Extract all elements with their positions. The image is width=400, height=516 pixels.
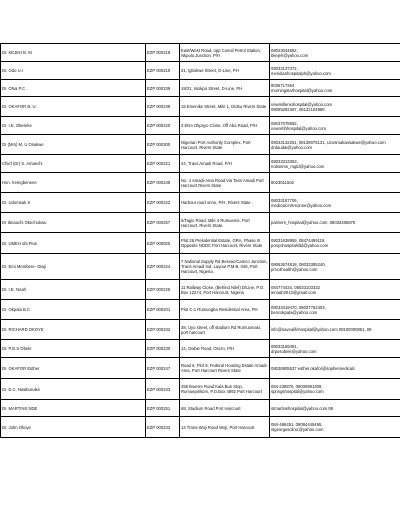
provider-code-cell: EZP 000247 [146, 358, 180, 379]
table-row [1, 117, 400, 135]
table-row [1, 80, 400, 97]
provider-address-cell: 15 Emenike Street, Mile 1, Diobu Rivers State [180, 97, 270, 117]
provider-contact-cell [270, 358, 400, 379]
contact-line: 08023044592, [271, 47, 298, 53]
table-row [1, 97, 400, 117]
provider-address-cell: 14, Owbie Road, Orozo, P/H [180, 340, 270, 358]
contact-line: ienoah2013@gmail.com [271, 289, 317, 295]
contact-line: stmartinshospital@yahoo.com 08 [271, 405, 333, 411]
provider-code-cell: EZP 000221 [146, 155, 180, 173]
contact-line: drdaudai@yahoo.com [271, 144, 313, 150]
provider-code-cell: EZP 000249 [146, 97, 180, 117]
provider-contact-cell [270, 173, 400, 193]
provider-name-cell: Dr. Emi Membere- Otaji [1, 254, 146, 280]
provider-address-cell: 21, Igbokwe Street, D-Line, PH [180, 62, 270, 80]
provider-code-cell: EZP 000225 [146, 280, 180, 300]
table-row [1, 44, 400, 62]
table-row [1, 280, 400, 300]
provider-code-cell: EZP 000233 [146, 417, 180, 438]
provider-name-cell: Dr. E.C. Nwaburuike [1, 379, 146, 400]
provider-address-cell: Plot C-1 Rumuogba Residential Area, PH [180, 300, 270, 320]
provider-address-cell: No. 4 Amadi-Ama Road Via Tans Amadi Port Harcourt Rivers State [180, 173, 270, 193]
provider-name-cell: Dr. Ohia P.C [1, 80, 146, 97]
provider-contact-cell [270, 135, 400, 155]
provider-contact-cell [270, 213, 400, 233]
provider-name-cell: Dr. I.E. Okereke [1, 117, 146, 135]
provider-code-cell: EZP 000020 [146, 233, 180, 254]
contact-line: 08033137372 , [271, 65, 299, 71]
provider-code-cell: EZP 000251 [146, 400, 180, 417]
contact-line: pmc4health@yahoo.com [271, 266, 318, 272]
table-row [1, 320, 400, 340]
provider-address-cell: 38, Uyo street, off stadium Rd Rumuomasi, port harcourt [180, 320, 270, 340]
provider-contact-cell [270, 44, 400, 62]
contact-line: springshospital@yahoo.com [271, 389, 324, 394]
table-row [1, 400, 400, 417]
provider-address-cell: Plot 26 Presidential Estate, GRA, Phase III Opposite NDDC Port Harcourt, Rivers State [180, 233, 270, 254]
contact-line: 08038905537 esther.okafor@sophiemedicalc [271, 365, 356, 371]
provider-address-cell: 14 Trans-Woji Road Woji, Port Harcourt [180, 417, 270, 438]
provider-name-cell: Dr. P.O.S Obele [1, 340, 146, 358]
contact-line: morningstarhospital@yahoo.com [271, 88, 333, 93]
contact-line: 08033167706, [271, 197, 298, 203]
contact-line: bkejeh@yahoo.com [271, 52, 309, 58]
provider-name-cell: Dr. UMEH obi Pius [1, 233, 146, 254]
provider-name-cell: Dr Ibeauchi Okechukwu [1, 213, 146, 233]
contact-line: 08063674818, 08033395240, [271, 261, 326, 267]
contact-line: palmers_hospital@yahoo.com, 08033406876 [271, 220, 356, 225]
provider-address-cell: 11 Railway Close, (Behind Nitel) D/Line, P.O. Box 12274, Port Harcourt, Nigeria [180, 280, 270, 300]
provider-contact-cell [270, 193, 400, 213]
provider-contact-cell [270, 80, 400, 97]
provider-contact-cell [270, 254, 400, 280]
provider-address-cell: 7 National Supply Rd Besvac/Camco Junction, Trans Amadi Ind. Layout P.M.B. 046, Port Harcourt, Nigeria. [180, 254, 270, 280]
provider-name-cell: Dr. John Okoye [1, 417, 146, 438]
provider-code-cell: EZP 000245 [146, 173, 180, 193]
contact-line: newortihhospital@yahoo.com [271, 125, 326, 131]
provider-code-cell: EZP 000222 [146, 193, 180, 213]
contact-line: 084-238870, 08030891309, [271, 384, 323, 389]
provider-table [0, 43, 400, 438]
contact-line: info@savealifehospital@yahoo.com 08100000851, 08 [271, 327, 372, 332]
table-row [1, 213, 400, 233]
provider-contact-cell [270, 320, 400, 340]
table-row [1, 417, 400, 438]
provider-name-cell: Dr. RICHARD OKOYE [1, 320, 146, 340]
contact-line: ponyohospitalsltd@yahoo.com [271, 243, 329, 248]
provider-name-cell: Dr. I.E. Noah [1, 280, 146, 300]
provider-address-cell: 68, Stadium Road Port Harcourt [180, 400, 270, 417]
provider-name-cell: Dr. KEJEH B. M [1, 44, 146, 62]
provider-contact-cell [270, 233, 400, 254]
provider-address-cell: 44, Trans Amadi Road, P/H [180, 155, 270, 173]
provider-contact-cell [270, 400, 400, 417]
provider-code-cell: EZP 000201 [146, 300, 180, 320]
provider-contact-cell [270, 340, 400, 358]
contact-line: 8036717364 [271, 83, 295, 88]
provider-contact-cell [270, 97, 400, 117]
table-row [1, 254, 400, 280]
provider-code-cell: EZP 000232 [146, 320, 180, 340]
provider-address-cell: 3 Etim Okpoyo Close, Off Aba Road, P/H [180, 117, 270, 135]
contact-line: drposobele@yahoo.com [271, 348, 317, 354]
provider-code-cell: EZP 000220 [146, 117, 180, 135]
table-row [1, 233, 400, 254]
table-row [1, 135, 400, 155]
contact-line: meridianhospitalph@yahoo.com [271, 70, 331, 76]
provider-contact-cell [270, 62, 400, 80]
contact-line: 084774434, 08033103332 [271, 284, 320, 290]
contact-line: 08033419470, 08037752403, [271, 304, 326, 310]
provider-code-cell: EZP 000239 [146, 80, 180, 97]
provider-code-cell: EZP 000233 [146, 379, 180, 400]
contact-line: 08037078692, [271, 120, 298, 126]
provider-address-cell: Road 6, Plot 9, Federal Housing Estate Amadi-Ama, Port Harcourt Rivers State [180, 358, 270, 379]
provider-address-cell: Nigerian Port Authority Complex, Port Harcourt, Rivers State [180, 135, 270, 155]
provider-contact-cell [270, 417, 400, 438]
provider-name-cell: Dr. OKAFOR Esther [1, 358, 146, 379]
provider-contact-cell [270, 379, 400, 400]
provider-address-cell: Harbour road onne, P/H, Rivers State . [180, 193, 270, 213]
provider-name-cell: Dr. Okpala B.C [1, 300, 146, 320]
table-row [1, 193, 400, 213]
contact-line: 08033169491, [271, 343, 298, 349]
provider-code-cell: EZP 000300 [146, 135, 180, 155]
provider-name-cell: Dr. Udomsak S [1, 193, 146, 213]
table-row [1, 173, 400, 193]
contact-line: medicalcentreonne@yahoo.com [271, 202, 332, 208]
contact-line: 8023011502 [271, 180, 294, 185]
provider-contact-cell [270, 280, 400, 300]
provider-code-cell: EZP 000257 [146, 213, 180, 233]
contact-line: 08031638959, 08474499119, [271, 238, 326, 243]
provider-contact-cell [270, 300, 400, 320]
contact-line: stgeorgesclinic@yahoo.com [271, 427, 324, 432]
contact-line: newmilleniohospital@yahoo.com [271, 101, 333, 107]
provider-code-cell: EZP 000218 [146, 44, 180, 62]
contact-line: 08089292397, 08132104968 [271, 106, 325, 112]
provider-list-sheet [0, 43, 400, 438]
table-row [1, 155, 400, 173]
provider-code-cell: EZP 000230 [146, 340, 180, 358]
provider-name-cell: Dr. OKAFOR B. U. [1, 97, 146, 117]
provider-name-cell: Dr. Odo U.I [1, 62, 146, 80]
provider-contact-cell [270, 117, 400, 135]
provider-name-cell: Chief (Dr) S. Amaechi [1, 155, 146, 173]
contact-line: bencokpala@yahoo.com [271, 309, 318, 315]
provider-table-body [1, 44, 400, 438]
table-row [1, 340, 400, 358]
provider-address-cell: 19/21, Isiokpo Street, D-Line, PH [180, 80, 270, 97]
contact-line: 084-486451, 08084445495, [271, 422, 323, 427]
provider-address-cell: East/West Road, opp Conoil Petrol Station, Nkpulu Junction, P/H [180, 44, 270, 62]
provider-code-cell: EZP 000224 [146, 254, 180, 280]
provider-name-cell: Hon. Iremgbenene [1, 173, 146, 193]
provider-name-cell: Dr (Mrs) M. U Osakwe [1, 135, 146, 155]
table-row [1, 379, 400, 400]
contact-line: 08033313363, [271, 158, 298, 164]
table-row [1, 300, 400, 320]
table-row [1, 358, 400, 379]
contact-line: 08033132261, 08138075131, Ucosmakaosakwe@yahoo.com [271, 139, 386, 145]
provider-address-cell: 458 Ikwerre Road Kala Bus Stop, Rumuepirikom, P.O.Box 4892 Port Harcourt [180, 379, 270, 400]
contact-line: nobsems_mgtd@yahoo.com [271, 163, 325, 169]
provider-name-cell: Dr. MARTINS NDE [1, 400, 146, 417]
provider-code-cell: EZP 000219 [146, 62, 180, 80]
provider-address-cell: 5/Tagio Road, Mile 4 Rumueme, Port Harcourt, Rivers State. [180, 213, 270, 233]
provider-contact-cell [270, 155, 400, 173]
table-row [1, 62, 400, 80]
